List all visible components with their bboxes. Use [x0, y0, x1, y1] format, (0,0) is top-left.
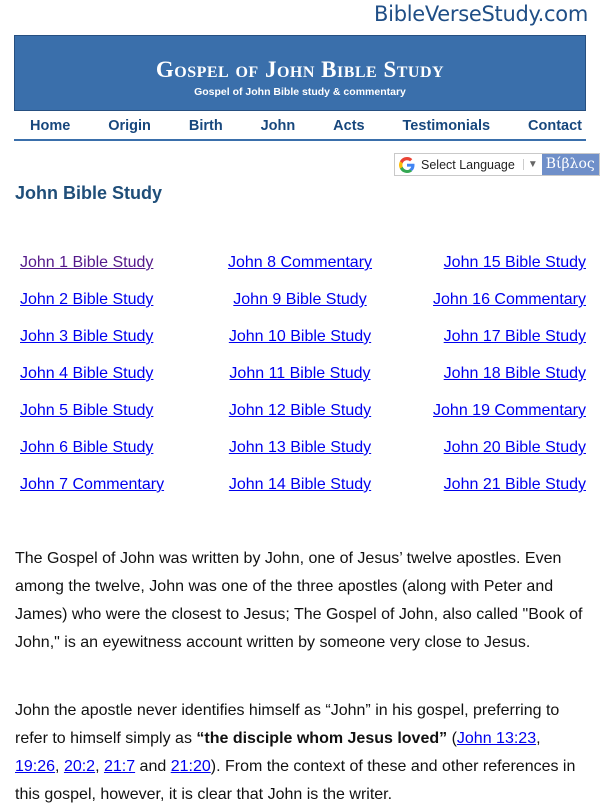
link-row [14, 363, 586, 400]
nav-john[interactable]: John [260, 118, 296, 134]
chapter-link[interactable]: John 9 Bible Study [233, 291, 367, 308]
chapter-link[interactable]: John 19 Commentary [433, 402, 586, 419]
separator: , [536, 730, 541, 747]
nav-testimonials[interactable]: Testimonials [402, 118, 491, 134]
language-selector[interactable] [394, 153, 600, 176]
site-banner [14, 35, 586, 111]
authorship-text: John the apostle never identifies himself as “John” in his gospel, preferring to refer to himself simply as [15, 702, 560, 747]
chapter-link[interactable]: John 7 Commentary [20, 476, 165, 493]
chapter-link[interactable]: John 6 Bible Study [20, 439, 154, 456]
nav-home[interactable]: Home [30, 118, 71, 134]
chapter-link[interactable]: John 1 Bible Study [20, 254, 154, 271]
chapter-link[interactable]: John 8 Commentary [227, 254, 373, 271]
banner-subtitle: Gospel of John Bible study & commentary [194, 86, 406, 98]
main-nav [14, 114, 586, 141]
ref-john-13-23[interactable]: John 13:23 [456, 730, 537, 747]
chapter-link[interactable]: John 15 Bible Study [443, 254, 586, 271]
link-row [14, 252, 586, 289]
chapter-link[interactable]: John 11 Bible Study [229, 365, 371, 382]
chapter-links-grid [14, 252, 586, 511]
nav-acts[interactable]: Acts [333, 118, 365, 134]
chapter-link[interactable]: John 10 Bible Study [228, 328, 372, 345]
link-row [14, 289, 586, 326]
page-title: John Bible Study [15, 183, 163, 203]
link-row [14, 437, 586, 474]
ref-21-20[interactable]: 21:20 [170, 758, 211, 775]
chapter-link[interactable]: John 3 Bible Study [20, 328, 154, 345]
google-icon [399, 157, 415, 173]
site-logo[interactable]: BibleVerseStudy.com [374, 2, 588, 26]
chapter-link[interactable]: John 17 Bible Study [443, 328, 586, 345]
chapter-link[interactable]: John 21 Bible Study [443, 476, 586, 493]
chapter-link[interactable]: John 4 Bible Study [20, 365, 154, 382]
authorship-text-end: ). From the context of these and other references in this gospel, however, it is clear that John is the writer. [15, 758, 576, 803]
chapter-link[interactable]: John 2 Bible Study [20, 291, 154, 308]
link-row [14, 474, 586, 511]
caret-down-icon[interactable]: ▼ [523, 159, 538, 170]
separator: and [135, 758, 171, 775]
ref-21-7[interactable]: 21:7 [103, 758, 136, 775]
intro-paragraph: The Gospel of John was written by John, one of Jesus’ twelve apostles. Even among the twelve, John was one of the three apostles (along with Peter and James) who were the closest to Jesus; The Gospel of John, also called "Book of John," is an eyewitness account written by someone very close to Jesus. [15, 550, 583, 651]
chapter-link[interactable]: John 20 Bible Study [443, 439, 586, 456]
separator: , [55, 758, 64, 775]
chapter-link[interactable]: John 13 Bible Study [228, 439, 372, 456]
link-row [14, 400, 586, 437]
select-language-label[interactable]: Select Language [421, 157, 515, 172]
chapter-link[interactable]: John 18 Bible Study [443, 365, 586, 382]
ref-19-26[interactable]: 19:26 [15, 758, 56, 775]
nav-birth[interactable]: Birth [188, 118, 223, 134]
nav-origin[interactable]: Origin [108, 118, 151, 134]
chapter-link[interactable]: John 14 Bible Study [228, 476, 372, 493]
paren-open: ( [447, 730, 457, 747]
chapter-link[interactable]: John 12 Bible Study [228, 402, 372, 419]
chapter-link[interactable]: John 16 Commentary [433, 291, 586, 308]
link-row [14, 326, 586, 363]
authorship-paragraph [15, 697, 587, 809]
chapter-link[interactable]: John 5 Bible Study [20, 402, 154, 419]
separator: , [95, 758, 104, 775]
ref-20-2[interactable]: 20:2 [63, 758, 96, 775]
disciple-quote: “the disciple whom Jesus loved” [196, 730, 448, 747]
nav-contact[interactable]: Contact [528, 118, 582, 134]
banner-title: Gospel of John Bible Study [155, 57, 445, 82]
biblos-badge[interactable]: Βίβλος [542, 154, 599, 175]
